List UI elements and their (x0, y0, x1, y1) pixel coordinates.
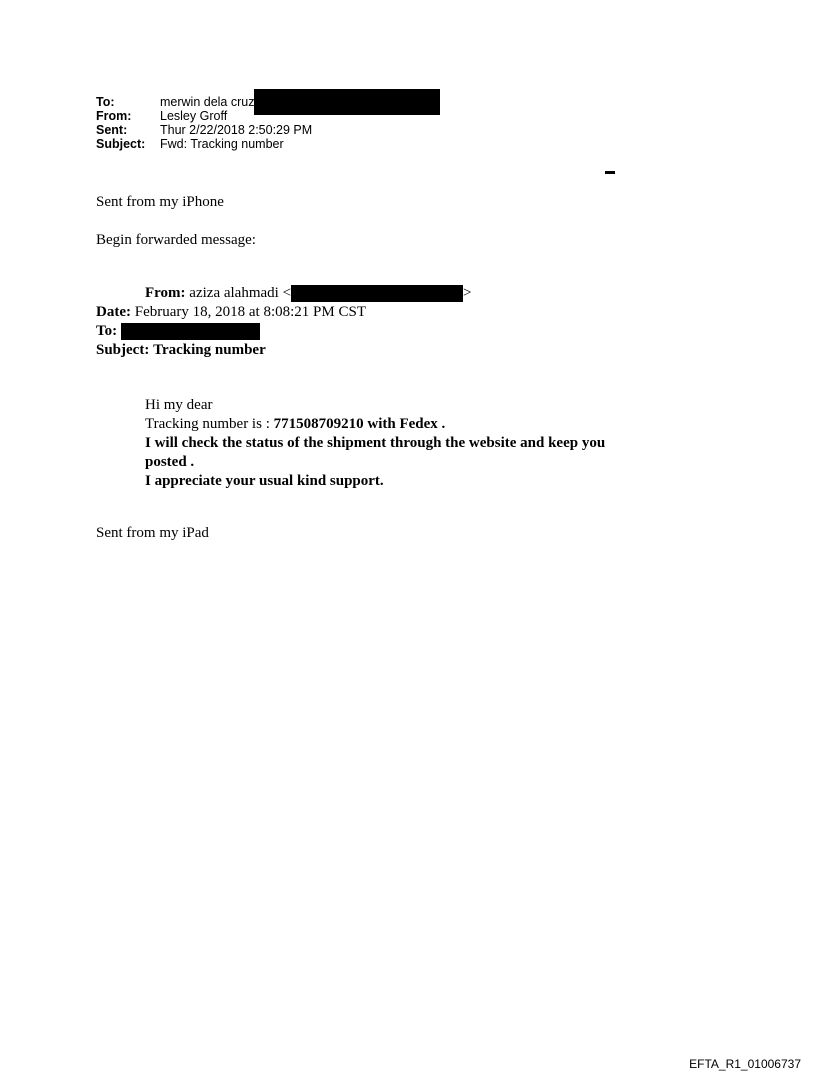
sent-from-ipad: Sent from my iPad (96, 525, 209, 541)
redaction-box (121, 323, 260, 340)
fwd-date-row (96, 303, 472, 322)
to-name: merwin dela cruz (160, 95, 255, 109)
fwd-from-label: From: (145, 285, 186, 301)
redaction-box (254, 89, 440, 115)
from-value: Lesley Groff (160, 109, 228, 123)
forwarded-header (96, 284, 472, 360)
fwd-to-label: To: (96, 323, 118, 339)
from-label: From: (96, 109, 132, 123)
header-to-row (96, 95, 440, 109)
fwd-from-close: > (463, 285, 472, 301)
subject-label: Subject: (96, 137, 146, 151)
redaction-box (291, 285, 463, 302)
fwd-from-row (96, 284, 472, 303)
sent-label: Sent: (96, 123, 128, 137)
dash-mark (605, 171, 615, 174)
appreciate-text: I appreciate your usual kind support. (145, 473, 384, 489)
fwd-date-value: February 18, 2018 at 8:08:21 PM CST (134, 304, 366, 320)
fwd-date-label: Date: (96, 304, 131, 320)
tracking-number: 771508709210 with Fedex . (273, 416, 446, 432)
check-status-text: I will check the status of the shipment through the website and keep you (145, 435, 606, 451)
tracking-line (145, 415, 605, 434)
fwd-subject-value: Tracking number (153, 342, 266, 358)
sent-value: Thur 2/22/2018 2:50:29 PM (160, 123, 313, 137)
posted-line (145, 453, 605, 472)
to-label: To: (96, 95, 115, 109)
greeting-line: Hi my dear (145, 397, 213, 413)
fwd-to-row (96, 322, 472, 341)
subject-value: Fwd: Tracking number (160, 137, 284, 151)
posted-text: posted . (145, 454, 195, 470)
header-sent-row (96, 123, 440, 137)
appreciate-line (145, 472, 605, 491)
header-subject-row (96, 137, 440, 151)
document-id: EFTA_R1_01006737 (689, 1057, 801, 1071)
fwd-from-name: aziza alahmadi < (189, 285, 292, 301)
to-value (160, 95, 440, 109)
fwd-subject-label: Subject: (96, 342, 150, 358)
tracking-prefix: Tracking number is : (145, 416, 274, 432)
fwd-subject-row (96, 341, 472, 360)
email-header (96, 95, 440, 151)
check-status-line (145, 434, 605, 453)
message-body (145, 396, 605, 491)
begin-forwarded-message: Begin forwarded message: (96, 232, 256, 248)
sent-from-iphone: Sent from my iPhone (96, 194, 224, 210)
